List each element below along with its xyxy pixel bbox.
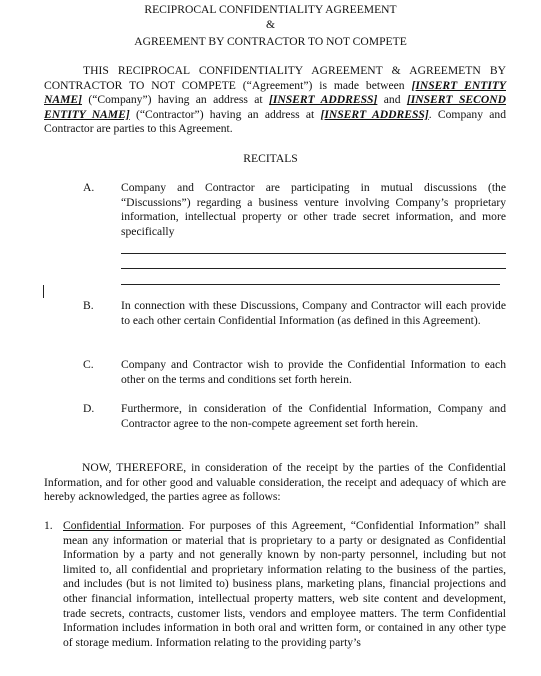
title-ampersand: & (265, 18, 276, 31)
address2-placeholder: [INSERT ADDRESS] (320, 107, 429, 121)
now-therefore-paragraph: NOW, THEREFORE, in consideration of the receipt by the parties of the Confidential Information, and for other good and valuable consideration, the receipt and adequacy of which are hereby acknowledged, the parties agree as follows: (44, 461, 506, 504)
fill-in-line (121, 284, 500, 285)
address-placeholder: [INSERT ADDRESS] (268, 93, 378, 107)
entity-placeholder: [INSERT ENTITY NAME] (44, 78, 506, 107)
intro-text-3: and (377, 93, 407, 107)
recital-b-text: In connection with these Discussions, Company and Contractor will each provide to each other certain Confidential Information (as defined in this Agreement). (121, 299, 506, 327)
fill-in-line (121, 253, 506, 254)
recital-c-label: C. (83, 358, 94, 371)
recital-b-label: B. (83, 299, 94, 312)
section-1-text: . For purposes of this Agreement, “Confidential Information” shall mean any information or material that is proprietary to a party or designated as Confidential Information by a party and not generally known by non-party personnel, including but not limited to, all confidential and proprietary information relating to the business of the parties, and includes (but is not limited to) business plans, marketing plans, financial projections and other financial information, intellectual property matters, web site content and development, trade secrets, contracts, customer lists, vendors and employee matters. The term Confidential Information includes information in both oral and written form, or contained in any other type of storage medium. Information relating to the providing party’s (63, 519, 506, 649)
intro-paragraph (44, 64, 506, 137)
intro-text-5: . Company and Contractor are parties to this Agreement. (44, 107, 506, 136)
text-cursor (43, 285, 44, 298)
recitals-heading: RECITALS (243, 152, 298, 165)
section-1-number: 1. (44, 519, 53, 532)
intro-text-1: THIS RECIPROCAL CONFIDENTIALITY AGREEMENT & AGREEMETN BY CONTRACTOR TO NOT COMPETE (“Agreement”) is made between (44, 64, 506, 92)
intro-text-4: (“Contractor”) having an address at (129, 107, 321, 121)
recital-a-label: A. (83, 181, 95, 194)
intro-text-2: (“Company”) having an address at (82, 93, 269, 107)
section-1-heading: Confidential Information (63, 519, 182, 532)
recital-a-text: Company and Contractor are participating in mutual discussions (the “Discussions”) regarding a business venture involving Company’s proprietary information, intellectual property or other trade secret information, and more specifically (121, 181, 506, 238)
recital-c-text: Company and Contractor wish to provide the Confidential Information to each other on the terms and conditions set forth herein. (121, 358, 506, 386)
section-1-paragraph (63, 519, 506, 650)
recital-d-text: Furthermore, in consideration of the Confidential Information, Company and Contractor agree to the non-compete agreement set forth herein. (121, 402, 506, 430)
recital-d-label: D. (83, 402, 95, 415)
second-entity-placeholder: [INSERT SECOND ENTITY NAME] (44, 93, 507, 121)
title-line-2: AGREEMENT BY CONTRACTOR TO NOT COMPETE (134, 35, 407, 48)
fill-in-line (121, 268, 506, 269)
title-line-1: RECIPROCAL CONFIDENTIALITY AGREEMENT (144, 3, 397, 16)
